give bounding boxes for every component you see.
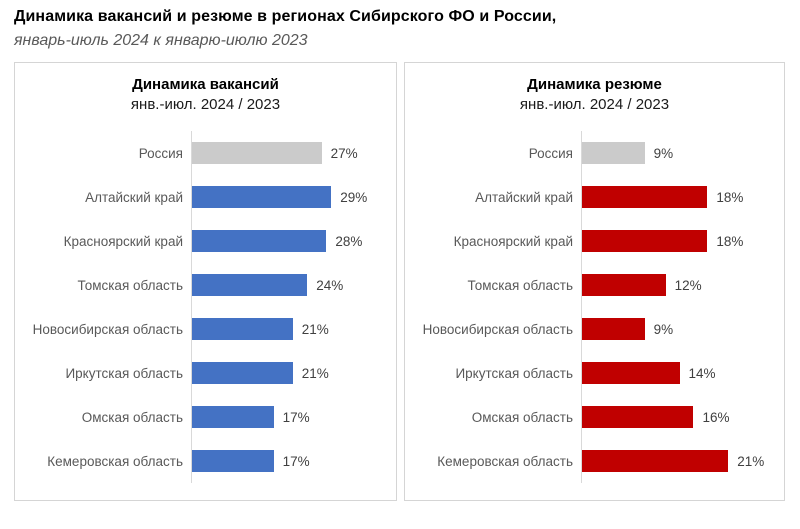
category-label: Омская область — [471, 409, 573, 425]
value-label: 24% — [316, 277, 344, 293]
value-label: 28% — [335, 233, 363, 249]
bar-area — [191, 351, 396, 395]
value-label: 18% — [716, 189, 744, 205]
bar — [192, 450, 274, 472]
resumes-chart-subtitle: янв.-июл. 2024 / 2023 — [519, 96, 670, 113]
value-label: 12% — [674, 277, 702, 293]
value-label: 27% — [330, 145, 358, 161]
value-label: 21% — [301, 321, 329, 337]
bar — [582, 186, 707, 208]
bar-row — [405, 395, 784, 439]
bar-area — [581, 175, 784, 219]
bar-row — [405, 307, 784, 351]
bar — [192, 142, 322, 164]
value-label: 21% — [737, 453, 765, 469]
category-label: Красноярский край — [453, 233, 573, 249]
bar-row — [15, 131, 396, 175]
bar-area — [581, 351, 784, 395]
category-label: Алтайский край — [475, 189, 573, 205]
bar — [582, 142, 645, 164]
category-label: Новосибирская область — [32, 321, 183, 337]
bar-row — [15, 307, 396, 351]
bar-row — [15, 395, 396, 439]
bar — [192, 230, 326, 252]
bar-row — [15, 219, 396, 263]
category-label: Томская область — [467, 277, 573, 293]
category-label: Новосибирская область — [422, 321, 573, 337]
value-label: 9% — [653, 321, 674, 337]
bar-row — [15, 175, 396, 219]
vacancies-chart-panel — [14, 62, 397, 501]
bar-area — [581, 219, 784, 263]
bar-row — [405, 131, 784, 175]
bar — [192, 318, 293, 340]
bar-row — [405, 219, 784, 263]
vacancies-bar-chart — [15, 131, 396, 483]
bar — [192, 406, 274, 428]
category-label: Кемеровская область — [437, 453, 573, 469]
bar-area — [581, 263, 784, 307]
value-label: 17% — [282, 453, 310, 469]
vacancies-chart-title: Динамика вакансий — [132, 76, 279, 93]
bar-area — [191, 175, 396, 219]
vacancies-chart-subtitle: янв.-июл. 2024 / 2023 — [130, 96, 281, 113]
bar — [582, 230, 707, 252]
category-label: Россия — [138, 145, 183, 161]
bar-row — [405, 175, 784, 219]
category-label: Красноярский край — [63, 233, 183, 249]
bar-row — [405, 439, 784, 483]
resumes-bar-chart — [405, 131, 784, 483]
bar-area — [191, 439, 396, 483]
bar-row — [15, 439, 396, 483]
category-label: Кемеровская область — [47, 453, 183, 469]
category-label: Иркутская область — [65, 365, 183, 381]
bar — [192, 274, 307, 296]
page-subtitle: январь-июль 2024 к январю-июлю 2023 — [14, 32, 308, 49]
category-label: Иркутская область — [455, 365, 573, 381]
value-label: 18% — [716, 233, 744, 249]
bar — [192, 186, 331, 208]
bar-area — [191, 219, 396, 263]
bar — [582, 450, 728, 472]
bar-row — [405, 263, 784, 307]
bar-row — [15, 351, 396, 395]
bar-row — [405, 351, 784, 395]
bar-area — [581, 395, 784, 439]
value-label: 9% — [653, 145, 674, 161]
bar — [582, 318, 645, 340]
value-label: 29% — [340, 189, 368, 205]
category-label: Томская область — [77, 277, 183, 293]
bar-area — [191, 263, 396, 307]
bar-area — [191, 395, 396, 439]
bar-area — [191, 307, 396, 351]
category-label: Омская область — [81, 409, 183, 425]
bar-area — [191, 131, 396, 175]
value-label: 21% — [301, 365, 329, 381]
category-label: Россия — [528, 145, 573, 161]
bar — [582, 406, 693, 428]
bar-area — [581, 131, 784, 175]
page-title: Динамика вакансий и резюме в регионах Сибирского ФО и России, — [14, 8, 557, 25]
bar — [582, 274, 666, 296]
resumes-chart-title: Динамика резюме — [527, 76, 662, 93]
category-label: Алтайский край — [85, 189, 183, 205]
bar-area — [581, 307, 784, 351]
bar — [582, 362, 680, 384]
resumes-chart-panel — [404, 62, 785, 501]
value-label: 17% — [282, 409, 310, 425]
bar-row — [15, 263, 396, 307]
value-label: 14% — [688, 365, 716, 381]
bar-area — [581, 439, 784, 483]
value-label: 16% — [702, 409, 730, 425]
bar — [192, 362, 293, 384]
